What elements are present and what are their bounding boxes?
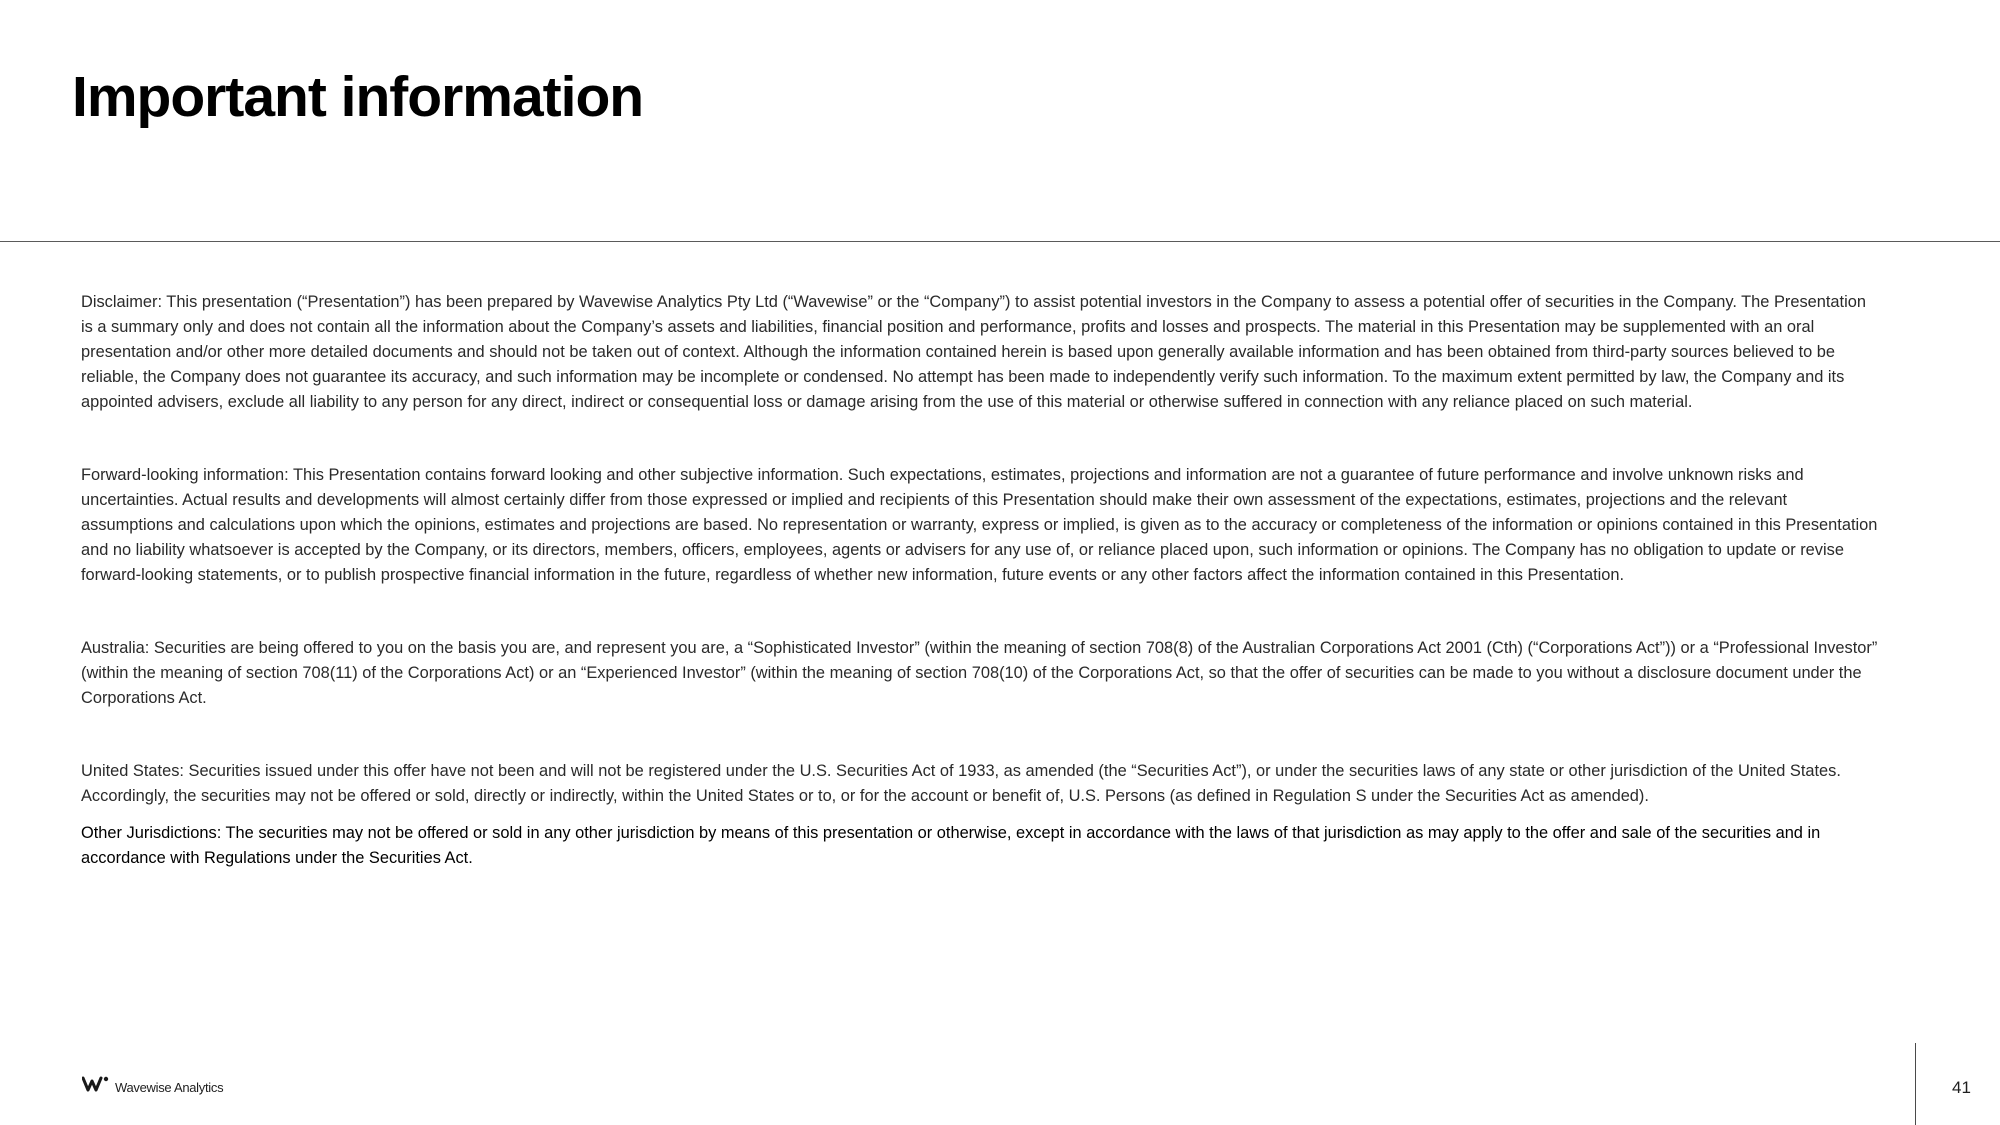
wavewise-logo-icon [82,1075,110,1093]
united-states-paragraph: United States: Securities issued under this offer have not been and will not be registered under the U.S. Securities Act of 1933, as amended (the “Securities Act”), or under the securities laws of any state or other jurisdiction of the United States. Accordingly, the securities may not be offered or sold, directly or indirectly, within the United States or to, or for the account or benefit of, U.S. Persons (as defined in Regulation S under the Securities Act as amended). [81,762,1841,805]
other-jurisdictions-paragraph: Other Jurisdictions: The securities may not be offered or sold in any other jurisdiction by means of this presentation or otherwise, except in accordance with the laws of that jurisdiction as may apply to the offer and sale of the securities and in accordance with Regulations under the Securities Act. [81,824,1821,867]
title-divider [0,241,2000,242]
forward-looking-paragraph: Forward-looking information: This Presentation contains forward looking and other subjective information. Such expectations, estimates, projections and information are not a guarantee of future performance and involve unknown risks and uncertainties. Actual results and developments will almost certainly differ from those expressed or implied and recipients of this Presentation should make their own assessment of the expectations, estimates, projections and the relevant assumptions and calculations upon which the opinions, estimates and projections are based. No representation or warranty, express or implied, is given as to the accuracy or completeness of the information or opinions contained in this Presentation and no liability whatsoever is accepted by the Company, or its directors, members, officers, employees, agents or advisers for any use of, or reliance placed upon, such information or opinions. The Company has no obligation to update or revise forward-looking statements, or to publish prospective financial information in the future, regardless of whether new information, future events or any other factors affect the information contained in this Presentation. [81,466,1878,584]
australia-paragraph: Australia: Securities are being offered to you on the basis you are, and represent you are, a “Sophisticated Investor” (within the meaning of section 708(8) of the Australian Corporations Act 2001 (Cth) (“Corporations Act”)) or a “Professional Investor” (within the meaning of section 708(11) of the Corporations Act) or an “Experienced Investor” (within the meaning of section 708(10) of the Corporations Act, so that the offer of securities can be made to you without a disclosure document under the Corporations Act. [81,639,1878,707]
footer-divider [1915,1043,1916,1125]
page-number: 41 [1952,1078,1971,1097]
footer-brand-name: Wavewise Analytics [115,1080,224,1095]
disclosure-content [81,290,1881,871]
page-title: Important information [72,65,644,129]
disclaimer-paragraph: Disclaimer: This presentation (“Presentation”) has been prepared by Wavewise Analytics Pty Ltd (“Wavewise” or the “Company”) to assist potential investors in the Company to assess a potential offer of securities in the Company. The Presentation is a summary only and does not contain all the information about the Company’s assets and liabilities, financial position and performance, profits and losses and prospects. The material in this Presentation may be supplemented with an oral presentation and/or other more detailed documents and should not be taken out of context. Although the information contained herein is based upon generally available information and has been obtained from third-party sources believed to be reliable, the Company does not guarantee its accuracy, and such information may be incomplete or condensed. No attempt has been made to independently verify such information. To the maximum extent permitted by law, the Company and its appointed advisers, exclude all liability to any person for any direct, indirect or consequential loss or damage arising from the use of this material or otherwise suffered in connection with any reliance placed on such material. [81,293,1866,411]
